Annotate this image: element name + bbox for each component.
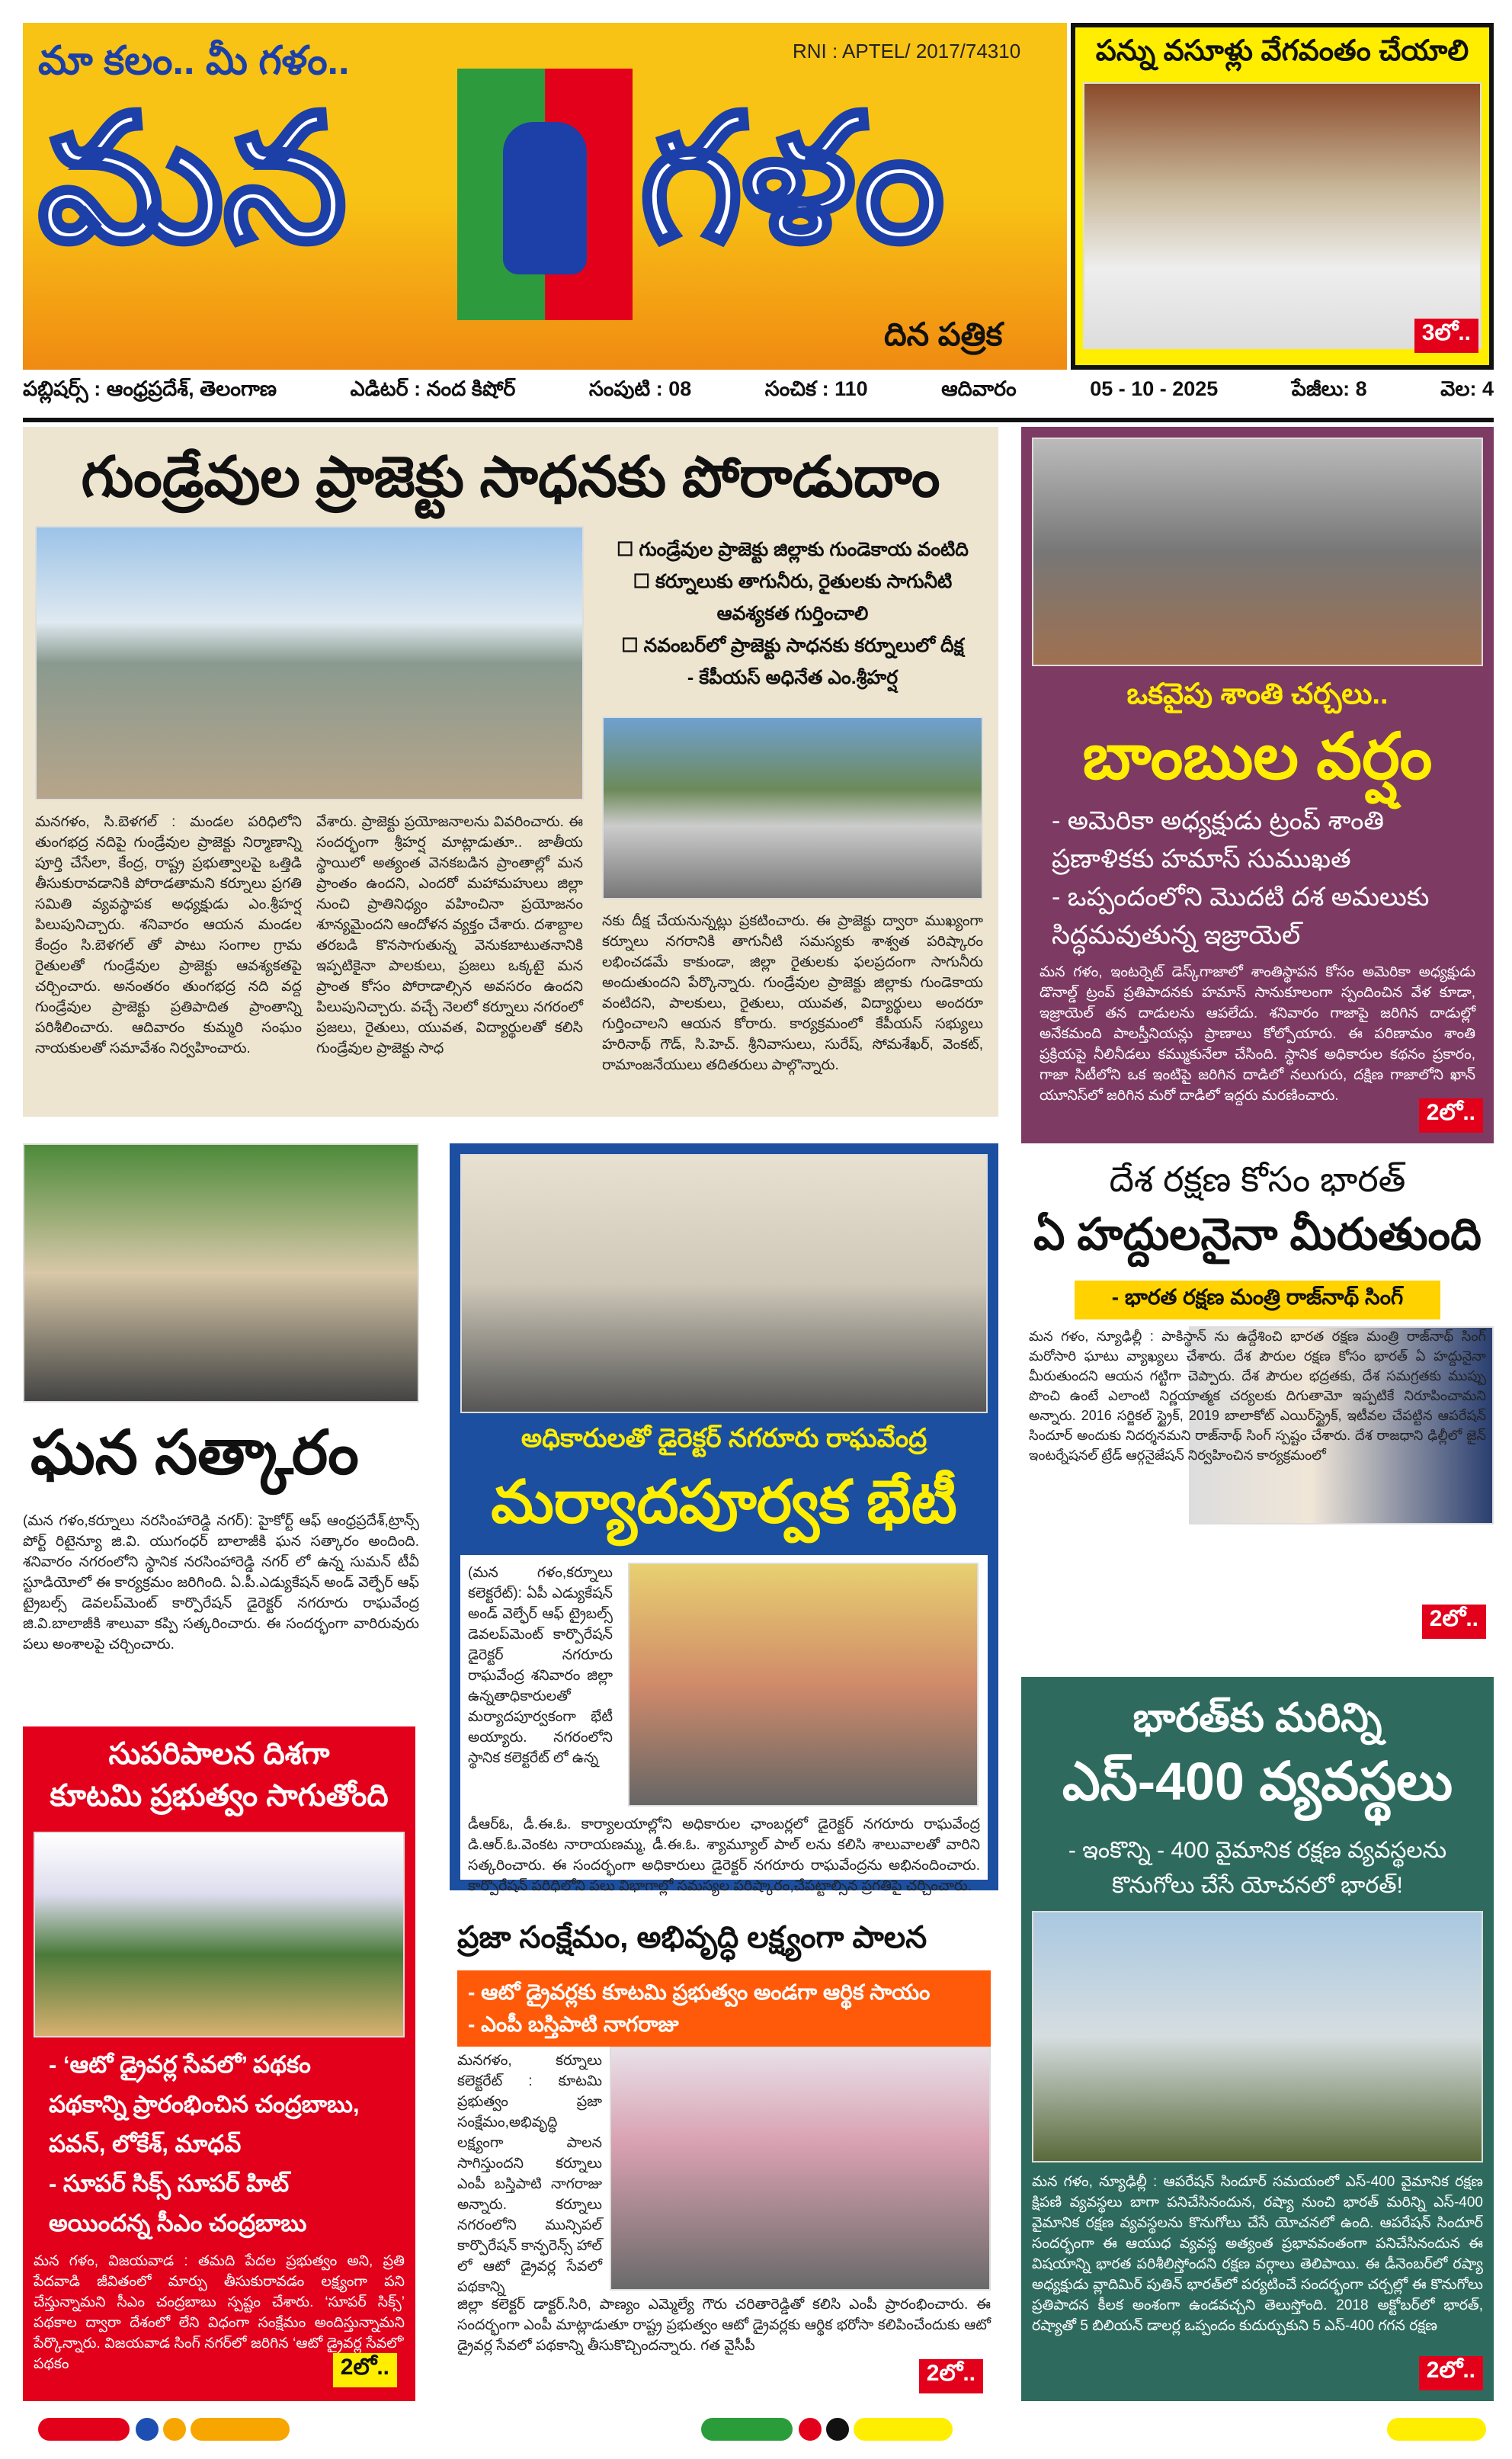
office-photo	[460, 1154, 988, 1413]
governance-headline-1: సుపరిపాలన దిశగా	[108, 1737, 330, 1771]
governance-body: మన గళం, విజయవాడ : తమది పేదల ప్రభుత్వం అని, ప్రతి పేదవాడి జీవితంలో మార్పు తీసుకురావడం లక్ష్యంగా పని చేస్తున్నామని సీఎం చంద్రబాబు స్పష్టం చేశారు. ‘సూపర్ సిక్స్’ పథకాల ద్వారా దేశంలో లేని విధంగా సంక్షేమం అందిస్తున్నామని పేర్కొన్నారు. విజయవాడ సింగ్ నగర్‌లో జరిగిన ‘ఆటో డ్రైవర్ల సేవలో’ పథకం	[34, 2253, 405, 2372]
meeting-body-2: డీఆర్‌ఓ, డీ.ఈ.ఓ. కార్యాలయాల్లోని అధికారుల ఛాంబర్లలో డైరెక్టర్ నగరూరు రాఘవేంద్ర డి.ఆర్.ఓ.వెంకట నారాయణమ్మ, డీ.ఈ.ఓ. శ్యామ్యూల్ పాల్ లను కలిసి శాలువాలతో వారిని సత్కరించారు. ఈ సందర్భంగా అధికారులు డైరెక్టర్ నగరూరు రాఘవేంద్రను అభినందించారు. కార్పొరేషన్ పరిధిలోని పలు విభాగాల్లో సమస్యల పరిష్కారం,చేపట్టాల్సిన ప్రగతిపై చర్చించారు.	[468, 1816, 980, 1894]
meeting-body-1: (మన గళం,కర్నూలు కలెక్టరేట్): ఏపీ ఎడ్యుకేషన్ అండ్ వెల్ఫేర్ ఆఫ్ ట్రైబల్స్ డెవలప్‌మెంట్ కార్పొరేషన్ డైరెక్టర్ నగరూరు రాఘవేంద్ర శనివారం జిల్లా ఉన్నతాధికారులతో మర్యాదపూర్వకంగా భేటీ అయ్యారు. నగరంలోని స్థానిక కలెక్టరేట్ లో ఉన్న	[468, 1565, 613, 1766]
s400-headline-1: భారత్‌కు మరిన్ని	[1132, 1696, 1382, 1740]
gaza-bullets: - అమెరికా అధ్యక్షుడు ట్రంప్ శాంతి ప్రణాళికకు హమాస్ సుముఖత - ఒప్పందంలోని మొదటి దశ అమలుకు సిద్ధమవుతున్న ఇజ్రాయెల్	[1052, 806, 1430, 950]
missile-photo	[1032, 1911, 1483, 2162]
welfare-bullets: - ఆటో డ్రైవర్లకు కూటమి ప్రభుత్వం అండగా ఆర్థిక సాయం - ఎంపీ బస్తిపాటి నాగరాజు	[457, 1970, 991, 2047]
welfare-body-2: జిల్లా కలెక్టర్ డాక్టర్.సిరి, పాణ్యం ఎమ్మెల్యే గౌరు చరితారెడ్డితో కలిసి ఎంపీ ప్రారంభించారు. ఈ సందర్భంగా ఎంపీ మాట్లాడుతూ రాష్ట్ర ప్రభుత్వం ఆటో డ్రైవర్లకు ఆర్థిక భరోసా కలిపించేందుకు ఆటో డ్రైవర్ల సేవలో పథకాన్ని తీసుకొచ్చిందన్నారు. గత వైసీపీ	[457, 2297, 991, 2354]
page-count: పేజీలు: 8	[1291, 377, 1367, 400]
rajnath-tag: - భారత రక్షణ మంత్రి రాజ్‌నాథ్ సింగ్	[1075, 1281, 1440, 1319]
gaza-kicker: ఒకవైపు శాంతి చర్చలు..	[1126, 678, 1389, 710]
lead-bullets: ☐ గుండ్రేవుల ప్రాజెక్టు జిల్లాకు గుండెకాయ వంటిది ☐ కర్నూలుకు తాగునీరు, రైతులకు సాగునీటి ఆవశ్యకత గుర్తించాలి ☐ నవంబర్‌లో ప్రాజెక్టు సాధనకు కర్నూలులో దీక్ష - కేపీయస్ అధినేత ఎం.శ్రీహర్ష	[617, 539, 969, 688]
s400-sub: - ఇంకొన్ని - 400 వైమానిక రక్షణ వ్యవస్థలను కొనుగోలు చేసే యోచనలో భారత్!	[1068, 1838, 1447, 1898]
continued-page-3[interactable]: 3లో..	[1414, 319, 1478, 353]
meeting-article[interactable]	[450, 1143, 998, 1894]
color-pill	[1387, 2418, 1486, 2441]
lead-headline: గుండ్రేవుల ప్రాజెక్టు సాధనకు పోరాడుదాం	[81, 445, 940, 508]
welfare-body-1: మనగళం, కర్నూలు కలెక్టరేట్ : కూటమి ప్రభుత్వం ప్రజా సంక్షేమం,అభివృద్ధి లక్ష్యంగా పాలన సాగిస్తుందని కర్నూలు ఎంపీ బస్తిపాటి నాగరాజు అన్నారు. కర్నూలు నగరంలోని మున్సిపల్ కార్పొరేషన్ కాన్ఫరెన్స్ హాల్ లో ఆటో డ్రైవర్ల సేవలో పథకాన్ని	[457, 2053, 602, 2295]
rajnath-article[interactable]	[1021, 1143, 1494, 1646]
felicitation-headline: ఘన సత్కారం	[30, 1419, 359, 1486]
s400-headline-2: ఎస్-400 వ్యవస్థలు	[1062, 1752, 1453, 1811]
color-dot	[136, 2418, 159, 2441]
logo-fist-emblem	[457, 69, 633, 320]
daily-label: దిన పత్రిక	[884, 316, 1003, 352]
gaza-headline: బాంబుల వర్షం	[1082, 720, 1433, 792]
color-dot	[163, 2418, 186, 2441]
continued-page-2[interactable]: 2లో..	[333, 2353, 397, 2387]
continued-page-2[interactable]: 2లో..	[1419, 2356, 1483, 2390]
divider	[23, 418, 1494, 422]
welfare-article[interactable]	[450, 1913, 998, 2401]
group-photo	[602, 717, 983, 899]
color-pill	[854, 2418, 953, 2441]
lead-body-col2: వేశారు. ప్రాజెక్టు ప్రయోజనాలను వివరించారు. ఈ సందర్భంగా శ్రీహర్ష మాట్లాడుతూ.. జాతీయ స్థాయిలో అత్యంత వెనకబడిన ప్రాంతాల్లో మన ప్రాంతం ఉందని, ఎందరో మహామహులు జిల్లా నుంచి ప్రాతినిధ్యం వహించినా ప్రయోజనం శూన్యమైందని ఆందోళన వ్యక్తం చేశారు. దశాబ్దాల తరబడి కొనసాగుతున్న వెనుకబాటుతనానికి ఇప్పటికైనా పాలకులు, ప్రజలు ఒక్కటై మన ప్రాంత కోసం పోరాడాల్సిన అవసరం ఉందని పిలుపునిచ్చారు. వచ్చే నెలలో కర్నూలు నగరంలో ప్రజలు, రైతులు, యువత, విద్యార్థులతో కలిసి గుండ్రేవుల ప్రాజెక్టు సాధ	[316, 814, 583, 1056]
lead-body-col1: మనగళం, సి.బెళగల్ : మండల పరిధిలోని తుంగభద్ర నదిపై గుండ్రేవుల ప్రాజెక్టు నిర్మాణాన్ని పూర్తి చేసేలా, కేంద్ర, రాష్ట్ర ప్రభుత్వాలపై ఒత్తిడి తీసుకురావడానికి పోరాడతామని కర్నూలు ప్రగతి సమితి వ్యవస్థాపక అధ్యక్షుడు ఎం.శ్రీహర్ష పిలుపునిచ్చారు. శనివారం ఆయన మండల కేంద్రం సి.బెళగల్ తో పాటు సంగాల గ్రామ రైతులతో గుండ్రేవుల ప్రాజెక్టు ఆవశ్యకతపై చర్చించారు. అనంతరం తుంగభద్ర నది వద్ద గుండ్రేవుల ప్రాజెక్టు ప్రతిపాదిత ప్రాంతాన్ని పరిశీలించారు. ఆదివారం కుమ్మరి సంఘం నాయకులతో సమావేశం నిర్వహించారు.	[35, 814, 302, 1056]
auto-drivers-photo	[34, 1832, 405, 2037]
felicitation-article[interactable]	[23, 1143, 419, 1700]
continued-page-2[interactable]: 2లో..	[1422, 1605, 1486, 1639]
weekday: ఆదివారం	[941, 377, 1017, 400]
editor: ఎడిటర్ : నంద కిషోర్	[350, 377, 516, 400]
lamp-lighting-photo	[610, 2047, 991, 2291]
fist-icon	[503, 122, 587, 274]
date: 05 - 10 - 2025	[1090, 377, 1219, 400]
color-dot	[799, 2418, 822, 2441]
meeting-kicker: అధికారులతో డైరెక్టర్ నగరూరు రాఘవేంద్ర	[521, 1424, 927, 1453]
meeting-headline: మర్యాదపూర్వక భేటీ	[491, 1468, 957, 1535]
river-photo	[35, 526, 584, 800]
rajnath-kicker: దేశ రక్షణ కోసం భారత్	[1109, 1159, 1406, 1199]
volume: సంపుటి : 08	[588, 377, 692, 400]
felicitation-body: (మన గళం,కర్నూలు నరసింహారెడ్డి నగర్): హైకోర్ట్ ఆఫ్ ఆంధ్రప్రదేశ్,ట్రాన్స్ పోర్ట్ రిటైన్యూ జి.వి. యుగంధర్ బాలాజీకి ఘన సత్కారం అందింది. శనివారం నగరంలోని స్థానిక నరసింహారెడ్డి నగర్ లో ఉన్న సుమన్ టీవీ స్టూడియోలో ఈ కార్యక్రమం జరిగింది. ఏ.పీ.ఎడ్యుకేషన్ అండ్ వెల్ఫేర్ ఆఫ్ ట్రైబల్స్ డెవలప్‌మెంట్ కార్పొరేషన్ డైరెక్టర్ నగరూరు రాఘవేంద్ర జి.వి.బాలాజీకి శాలువా కప్పి సత్కరించారు. ఈ సందర్భంగా వారిరువురు పలు అంశాలపై చర్చించారు.	[23, 1513, 419, 1653]
s400-body: మన గళం, న్యూఢిల్లీ : ఆపరేషన్ సిందూర్ సమయంలో ఎస్-400 వైమానిక రక్షణ క్షిపణి వ్యవస్థలు బాగా పనిచేసినందున, రష్యా నుంచి భారత్ మరిన్ని ఎస్-400 వైమానిక రక్షణ వ్యవస్థలను కొనుగోలు చేసే యోచనలో ఉంది. ఆపరేషన్ సిందూర్ సందర్భంగా ఈ ఆయుధ వ్యవస్థ అత్యంత ప్రభావవంతంగా పనిచేసినందున ఈ విషయాన్ని భారత పరిశీలిస్తోందని రక్షణ వర్గాలు తెలిపాయి. ఈ డీనెంబర్‌లో రష్యా అధ్యక్షుడు వ్లాదిమిర్ పుతిన్ భారత్‌లో పర్యటించే సందర్భంగా చర్చల్లో ఈ కొనుగోలు ప్రతిపాదన కీలక అంశంగా ఉండవచ్చని తెలుస్తోంది. 2018 అక్టోబర్‌లో భారత్, రష్యాతో 5 బిలియన్ డాలర్ల ఒప్పందం కుదుర్చుకుని 5 ఎస్-400 గగన రక్షణ	[1032, 2174, 1483, 2334]
gaza-body: మన గళం, ఇంటర్నెట్ డెస్క్‌గాజాలో శాంతిస్థాపన కోసం అమెరికా అధ్యక్షుడు డొనాల్డ్ ట్రంప్ ప్రతిపాదనకు హమాస్ సానుకూలంగా స్పందించిన వేళ కూడా, ఇజ్రాయెల్ తన దాడులను ఆపలేదు. శనివారం గాజాపై జరిగిన దాడుల్లో అనేకమంది పాలస్తీనియన్లు ప్రాణాలు కోల్పోయారు. ఈ పరిణామం శాంతి ప్రక్రియపై నీలినీడలు కమ్ముకునేలా చేసింది. స్థానిక అధికారుల కథనం ప్రకారం, గాజా సిటీలోని ఒక ఇంటిపై జరిగిన దాడిలో నలుగురు, దక్షిణ గాజాలోని ఖాన్ యూనిస్‌లో జరిగిన మరో దాడిలో ఇద్దరు మరణించారు.	[1040, 964, 1475, 1104]
tagline: మా కలం.. మీ గళం..	[38, 39, 350, 83]
masthead	[23, 23, 1067, 370]
s400-article[interactable]	[1021, 1677, 1494, 2401]
map-photo	[628, 1563, 979, 1807]
issue-number: సంచిక : 110	[764, 377, 868, 400]
governance-bullets: - ‘ఆటో డ్రైవర్ల సేవలో’ పథకం పథకాన్ని ప్రారంభించిన చంద్రబాబు, పవన్, లోకేశ్, మాధవ్ - సూపర్ సిక్స్ సూపర్ హిట్ అయిందన్న సీఎం చంద్రబాబు	[49, 2051, 360, 2236]
logo-title-right: గళం	[640, 81, 945, 277]
continued-page-2[interactable]: 2లో..	[919, 2359, 983, 2393]
color-pill	[191, 2418, 290, 2441]
logo-title-left: మన	[38, 81, 347, 277]
lead-article[interactable]	[23, 427, 998, 1117]
rajnath-body: మన గళం, న్యూఢిల్లీ : పాకిస్థాన్ ను ఉద్దేశించి భారత రక్షణ మంత్రి రాజ్‌నాథ్ సింగ్ మరోసారి ఘాటు వ్యాఖ్యలు చేశారు. దేశ పౌరుల రక్షణ కోసం భారత్ ఏ హద్దునైనా మీరుతుందని ఆయన గట్టిగా చెప్పారు. దేశ పౌరుల భద్రతకు, దేశ సమగ్రతకు ముప్పు పొంచి ఉంటే ఎలాంటి నిర్ణయాత్మక చర్యలకు దిగుతామో ఇప్పటికే నిరూపించామని అన్నారు. 2016 సర్జికల్ స్ట్రైక్, 2019 బాలాకోట్ ఎయిర్‌స్ట్రైక్, ఇటీవల చేపట్టిన ఆపరేషన్ సిందూర్ అందుకు నిదర్శనమని రాజ్‌నాథ్ సింగ్ స్పష్టం చేశారు. దేశ రాజధాని ఢిల్లీలో జైన్ ఇంటర్నేషనల్ ట్రేడ్ ఆర్గనైజేషన్ నిర్వహించిన కార్యక్రమంలో	[1029, 1329, 1486, 1463]
color-pill	[701, 2418, 793, 2441]
lead-body-col3: నకు దీక్ష చేయనున్నట్లు ప్రకటించారు. ఈ ప్రాజెక్టు ద్వారా ముఖ్యంగా కర్నూలు నగరానికి తాగునీటి సమస్యకు శాశ్వత పరిష్కారం లభించడమే కాకుండా, జిల్లా రైతులకు ఫలప్రదంగా సాగునీరు అందుతుందని పేర్కొన్నారు. గుండ్రేవుల ప్రాజెక్టు జిల్లాకు గుండెకాయ వంటిదని, పాలకులు, రైతులు, యువత, విద్యార్థులు అందరూ గుర్తించాలని ఆయన కోరారు. కార్యక్రమంలో కేపీయస్ సభ్యులు హరినాథ్ గౌడ్, సి.హెచ్. శ్రీనివాసులు, సురేష్, సోమశేఖర్, వెంకట్, రామాంజనేయులు తదితరులు పాల్గొన్నారు.	[602, 913, 983, 1073]
footer-color-bar	[23, 2418, 1494, 2444]
color-dot	[826, 2418, 849, 2441]
publisher: పబ్లిషర్స్ : ఆంధ్రప్రదేశ్, తెలంగాణ	[23, 377, 277, 400]
top-news-box[interactable]	[1071, 23, 1494, 370]
issue-meta	[23, 377, 1494, 406]
price: వెల: 4	[1440, 377, 1494, 400]
color-pill	[38, 2418, 130, 2441]
bombing-photo	[1032, 438, 1483, 666]
rajnath-headline: ఏ హద్దులనైనా మీరుతుంది	[1033, 1210, 1482, 1259]
continued-page-2[interactable]: 2లో..	[1419, 1098, 1483, 1133]
felicitation-photo	[23, 1143, 419, 1403]
top-news-headline: పన్ను వసూళ్లు వేగవంతం చేయాలి	[1095, 35, 1469, 67]
welfare-headline: ప్రజా సంక్షేమం, అభివృద్ధి లక్ష్యంగా పాలన	[457, 1921, 927, 1954]
gaza-article[interactable]	[1021, 427, 1494, 1143]
rni-number: RNI : APTEL/ 2017/74310	[793, 40, 1021, 63]
meeting-photo	[1083, 82, 1482, 349]
governance-headline-2: కూటమి ప్రభుత్వం సాగుతోంది	[50, 1779, 389, 1813]
governance-article[interactable]	[23, 1726, 415, 2401]
